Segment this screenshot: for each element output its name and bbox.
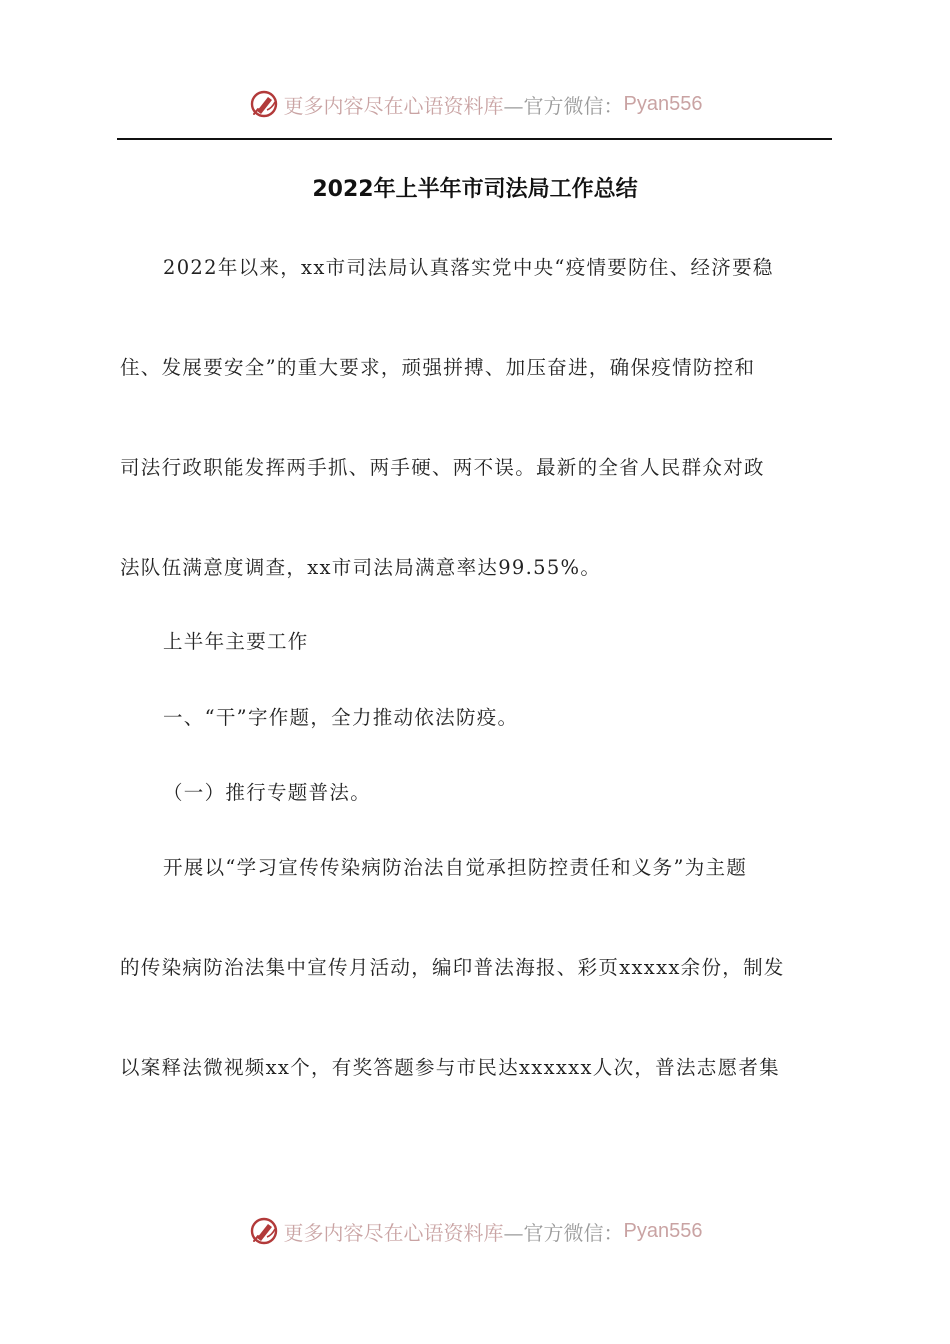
document-title: 2022年上半年市司法局工作总结 xyxy=(312,177,638,202)
wechat-id: Pyan556 xyxy=(623,92,703,115)
section-heading: 上半年主要工作 xyxy=(163,630,309,653)
wechat-id: Pyan556 xyxy=(623,1219,703,1242)
body-line: 2022年以来，xx市司法局认真落实党中央“疫情要防住、经济要稳 xyxy=(163,256,774,279)
body-line: 开展以“学习宣传传染病防治法自觉承担防控责任和义务”为主题 xyxy=(163,856,748,879)
footer-banner xyxy=(0,1211,950,1251)
body-line: 法队伍满意度调查，xx市司法局满意率达99.55%。 xyxy=(120,556,602,579)
body-line: 住、发展要安全”的重大要求，顽强拼搏、加压奋进，确保疫情防控和 xyxy=(120,356,756,379)
header-banner xyxy=(0,84,950,124)
pen-logo-icon xyxy=(248,88,280,120)
official-label: —官方微信： xyxy=(503,1220,624,1245)
section-heading: 一、“干”字作题，全力推动依法防疫。 xyxy=(163,706,519,729)
body-line: 的传染病防治法集中宣传月活动，编印普法海报、彩页xxxxx余份，制发 xyxy=(120,956,785,979)
header-divider xyxy=(117,138,832,140)
subsection-heading: （一）推行专题普法。 xyxy=(163,781,372,804)
brand-text: 更多内容尽在心语资料库 xyxy=(283,93,504,118)
body-line: 司法行政职能发挥两手抓、两手硬、两不误。最新的全省人民群众对政 xyxy=(120,456,765,479)
pen-logo-icon xyxy=(248,1215,280,1247)
body-line: 以案释法微视频xx个，有奖答题参与市民达xxxxxx人次，普法志愿者集 xyxy=(120,1056,780,1079)
official-label: —官方微信： xyxy=(503,93,624,118)
brand-text: 更多内容尽在心语资料库 xyxy=(283,1220,504,1245)
